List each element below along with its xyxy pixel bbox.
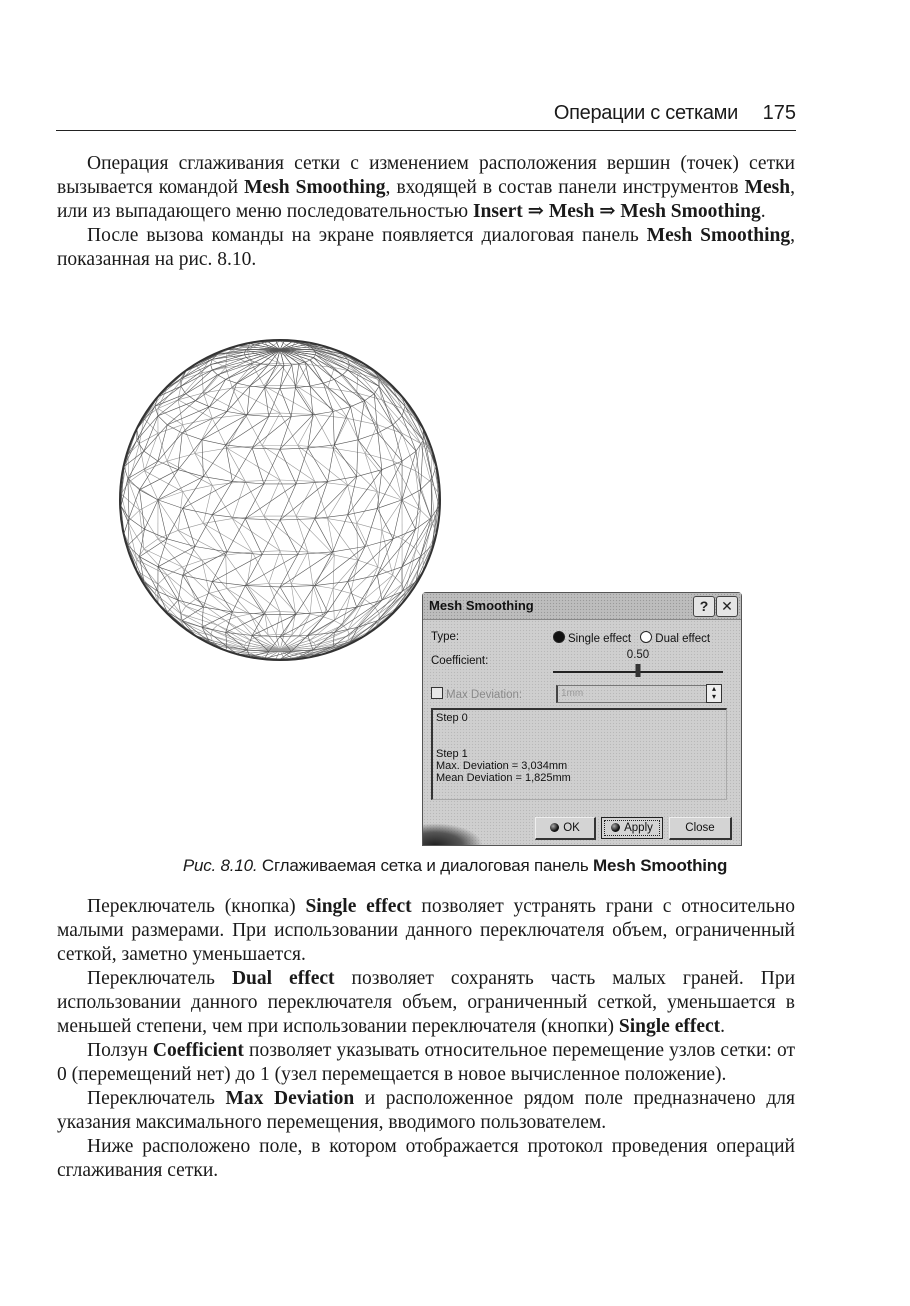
apply-button[interactable]: Apply <box>601 817 663 839</box>
log-line: Step 1 <box>436 748 468 760</box>
max-deviation-input[interactable]: 1mm <box>556 685 714 703</box>
max-deviation-label: Max Deviation: <box>446 689 523 701</box>
checkbox-icon <box>431 687 443 699</box>
dialog-title: Mesh Smoothing <box>429 598 534 613</box>
figure-caption <box>0 856 910 876</box>
coefficient-slider[interactable] <box>553 649 723 679</box>
apply-ball-icon <box>611 823 620 832</box>
paragraph: Переключатель Dual effect позволяет сохранять часть малых граней. При использовании данного переключателя объем, ограниченный сеткой, уменьшается в меньшей степени, чем при использовании переключателя (кнопки) Single effect. <box>57 968 796 1037</box>
close-button[interactable]: Close <box>669 817 732 840</box>
log-line <box>436 724 723 736</box>
radio-selected-icon <box>553 631 565 643</box>
log-line <box>436 736 723 748</box>
decorative-logo-icon <box>423 823 483 845</box>
paragraph: После вызова команды на экране появляется диалоговая панель Mesh Smoothing, показанная на рис. 8.10. <box>57 225 795 270</box>
caption-bold: Mesh Smoothing <box>593 856 728 875</box>
wireframe-sphere-icon <box>110 335 450 665</box>
max-deviation-checkbox[interactable] <box>431 687 522 701</box>
dialog-footer <box>423 811 741 845</box>
coefficient-label: Coefficient: <box>431 655 489 667</box>
radio-single-effect[interactable]: Single effect <box>553 633 640 645</box>
paragraph: Операция сглаживания сетки с изменением расположения вершин (точек) сетки вызывается командой Mesh Smoothing, входящей в состав панели инструментов Mesh, или из выпадающего меню последовательностью Insert ⇒ Mesh ⇒ Mesh Smoothing. <box>57 153 795 222</box>
ok-ball-icon <box>550 823 559 832</box>
section-title: Операции с сетками <box>553 102 738 124</box>
paragraph: Переключатель Max Deviation и расположенное рядом поле предназначено для указания максимального перемещения, вводимого пользователем. <box>57 1088 795 1133</box>
log-line: Mean Deviation = 1,825mm <box>436 772 571 784</box>
paragraph: Переключатель (кнопка) Single effect позволяет устранять грани с относительно малыми размерами. При использовании данного переключателя объем, ограниченный сеткой, заметно уменьшается. <box>57 896 795 965</box>
mesh-smoothing-dialog <box>422 592 742 846</box>
spinner-icon[interactable]: ▴ ▾ <box>706 684 722 703</box>
radio-dual-effect[interactable]: Dual effect <box>640 633 716 645</box>
slider-thumb[interactable] <box>636 664 641 677</box>
page-number: 175 <box>762 102 796 124</box>
log-line: Step 0 <box>436 712 468 724</box>
caption-text: Сглаживаемая сетка и диалоговая панель <box>257 856 594 875</box>
help-button[interactable]: ? <box>693 596 715 617</box>
paragraph: Ползун Coefficient позволяет указывать относительное перемещение узлов сетки: от 0 (перемещений нет) до 1 (узел перемещается в новое вычисленное положение). <box>57 1040 795 1085</box>
intro-text <box>57 152 795 272</box>
body-text <box>57 895 795 1183</box>
type-label: Type: <box>431 631 460 643</box>
log-panel <box>431 708 727 800</box>
running-head <box>56 102 796 131</box>
type-radio-group <box>553 631 716 645</box>
figure-number: Рис. 8.10. <box>182 856 258 875</box>
log-line: Max. Deviation = 3,034mm <box>436 760 568 772</box>
paragraph: Ниже расположено поле, в котором отображается протокол проведения операций сглаживания сетки. <box>57 1136 795 1181</box>
ok-button[interactable]: OK <box>535 817 596 840</box>
close-window-button[interactable]: ✕ <box>716 596 738 617</box>
coefficient-value: 0.50 <box>626 649 650 661</box>
dialog-titlebar[interactable] <box>423 593 741 620</box>
figure-8-10 <box>100 330 750 850</box>
radio-unselected-icon <box>640 631 652 643</box>
